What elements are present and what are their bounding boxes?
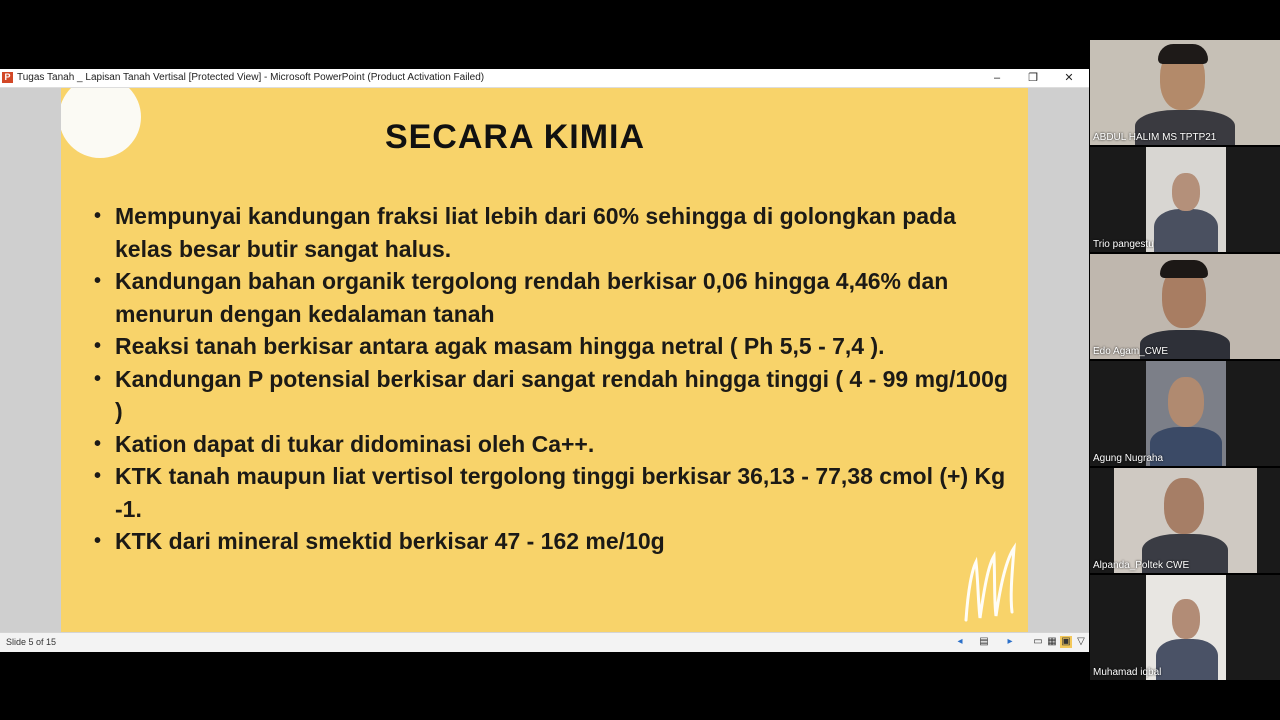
bullet-dot: • — [94, 205, 102, 227]
normal-view-icon[interactable]: ▭ — [1033, 636, 1043, 647]
bullet-text: Kandungan P potensial berkisar dari sangat rendah hingga tinggi ( 4 - 99 mg/100g ) — [115, 365, 1008, 424]
bullet-dot: • — [94, 367, 102, 390]
bullet-item — [91, 363, 1011, 428]
slide-sorter-icon[interactable]: ▦ — [1047, 636, 1057, 647]
bullet-item — [91, 460, 1011, 525]
close-button[interactable]: ✕ — [1064, 72, 1074, 84]
participant-tile[interactable] — [1090, 147, 1280, 252]
bullet-dot: • — [94, 432, 102, 455]
title-bar[interactable] — [0, 69, 1089, 88]
participant-tile[interactable] — [1090, 254, 1280, 359]
slideshow-icon[interactable]: ▽ — [1077, 636, 1085, 647]
bullet-item — [91, 200, 1011, 265]
person-face — [1168, 377, 1204, 427]
participant-tile[interactable] — [1090, 468, 1280, 573]
minimize-button[interactable]: – — [993, 72, 1001, 84]
participant-tile[interactable] — [1090, 40, 1280, 145]
person-face — [1172, 599, 1200, 639]
bullet-text: Reaksi tanah berkisar antara agak masam hingga netral ( Ph 5,5 - 7,4 ). — [115, 333, 885, 359]
participant-name: Agung Nugraha — [1093, 453, 1164, 464]
bullet-item — [91, 525, 1011, 558]
person-body — [1156, 639, 1218, 680]
slide-indicator: Slide 5 of 15 — [6, 637, 57, 647]
participant-video — [1090, 254, 1280, 359]
decorative-squiggle-icon — [960, 540, 1026, 626]
maximize-button[interactable]: ❐ — [1028, 72, 1038, 84]
participant-video — [1090, 40, 1280, 145]
reading-view-icon[interactable]: ▣ — [1061, 636, 1071, 647]
participant-video — [1114, 468, 1257, 573]
participant-tile[interactable] — [1090, 575, 1280, 680]
status-bar — [0, 632, 1089, 652]
participant-tile[interactable] — [1090, 361, 1280, 466]
bullet-dot: • — [94, 270, 102, 292]
bullet-text: KTK tanah maupun liat vertisol tergolong tinggi berkisar 36,13 - 77,38 cmol (+) Kg -1. — [115, 463, 1006, 522]
participant-name: ABDUL HALIM MS TPTP21 — [1093, 132, 1217, 143]
bullet-text: Mempunyai kandungan fraksi liat lebih dari 60% sehingga di golongkan pada kelas besar butir sangat halus. — [115, 203, 956, 262]
powerpoint-icon[interactable]: P — [2, 72, 13, 83]
participant-name: Edo Agam_CWE — [1093, 346, 1169, 357]
window-title: Tugas Tanah _ Lapisan Tanah Vertisal [Protected View] - Microsoft PowerPoint (Product Activation Failed) — [17, 72, 485, 83]
person-face — [1172, 173, 1200, 211]
participant-name: Alpanda_Poltek CWE — [1093, 560, 1190, 571]
participant-video — [1146, 361, 1226, 466]
powerpoint-window — [0, 69, 1089, 651]
participant-name: Muhamad iqbal — [1093, 667, 1162, 678]
participant-video — [1146, 575, 1226, 680]
notes-icon[interactable]: ▤ — [979, 636, 989, 647]
bullet-text: KTK dari mineral smektid berkisar 47 - 162 me/10g — [115, 528, 665, 554]
bullet-dot: • — [94, 530, 102, 552]
slide[interactable] — [61, 88, 1028, 632]
person-body — [1154, 209, 1218, 252]
participants-panel — [1089, 40, 1280, 680]
bullet-dot: • — [94, 335, 102, 357]
person-face — [1164, 478, 1204, 534]
slide-canvas — [0, 88, 1089, 632]
bullet-dot: • — [94, 465, 102, 487]
next-slide-icon[interactable]: ▸ — [1007, 636, 1013, 647]
bullet-text: Kation dapat di tukar didominasi oleh Ca++. — [115, 430, 595, 457]
bullet-text: Kandungan bahan organik tergolong rendah berkisar 0,06 hingga 4,46% dan menurun dengan kedalaman tanah — [115, 268, 949, 327]
bullet-item — [91, 265, 1011, 330]
slide-title: SECARA KIMIA — [384, 118, 646, 156]
previous-slide-icon[interactable]: ◂ — [957, 636, 963, 647]
bullet-list — [91, 200, 1011, 558]
bullet-item — [91, 428, 1011, 461]
bullet-item — [91, 330, 1011, 363]
participant-video — [1146, 147, 1226, 252]
participant-name: Trio pangestu — [1093, 239, 1154, 250]
